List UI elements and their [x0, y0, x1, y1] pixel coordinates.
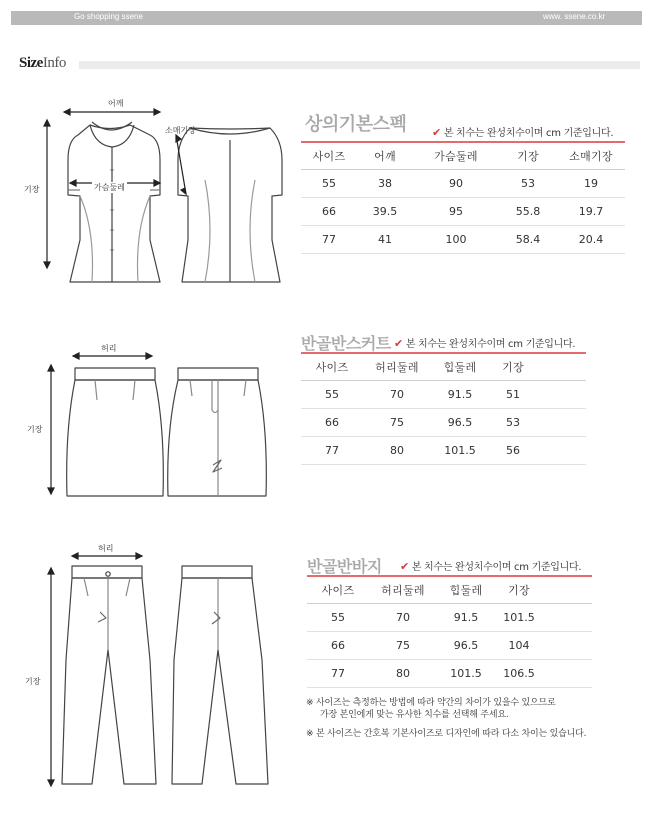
size-info-heading: SizeInfo	[19, 55, 66, 71]
pants-illustration	[40, 545, 280, 795]
table-row: 55 70 91.5 101.5	[307, 604, 592, 632]
sleeve-length-label: 소매기장	[165, 126, 196, 135]
top-size-table	[301, 141, 625, 254]
pants-size-table	[307, 575, 592, 688]
skirt-size-table	[301, 352, 586, 465]
shoulder-label: 어깨	[108, 99, 124, 108]
disclaimer-design: ※ 본 사이즈는 간호복 기본사이즈로 디자인에 따라 다소 차이는 있습니다.	[306, 729, 587, 739]
table-row: 55 70 91.5 51	[301, 381, 586, 409]
chest-label: 가슴둘레	[94, 183, 125, 192]
shop-slogan: Go shopping ssene	[74, 12, 143, 21]
table-header-row: 사이즈 허리둘레 힙둘레 기장	[307, 576, 592, 604]
table-row: 77 41 100 58.4 20.4	[301, 226, 625, 254]
skirt-section-title: 반골반스커트	[301, 334, 391, 353]
table-header-row: 사이즈 허리둘레 힙둘레 기장	[301, 353, 586, 381]
waist-label: 허리	[101, 344, 117, 353]
table-row: 55 38 90 53 19	[301, 170, 625, 198]
table-row: 66 39.5 95 55.8 19.7	[301, 198, 625, 226]
table-header-row: 사이즈 어깨 가슴둘레 기장 소매기장	[301, 142, 625, 170]
skirt-note: ✔ 본 치수는 완성치수이며 cm 기준입니다.	[394, 337, 576, 350]
table-row: 66 75 96.5 104	[307, 632, 592, 660]
table-row: 77 80 101.5 56	[301, 437, 586, 465]
check-icon: ✔	[400, 560, 409, 573]
top-section-title: 상의기본스펙	[305, 114, 407, 135]
waist-label: 허리	[98, 544, 114, 553]
check-icon: ✔	[394, 337, 403, 350]
table-row: 77 80 101.5 106.5	[307, 660, 592, 688]
length-label: 기장	[25, 677, 41, 686]
check-icon: ✔	[432, 126, 441, 139]
top-bar	[11, 11, 642, 25]
skirt-illustration	[40, 340, 280, 510]
length-label: 기장	[27, 425, 43, 434]
table-row: 66 75 96.5 53	[301, 409, 586, 437]
site-url: www. ssene.co.kr	[543, 12, 606, 21]
length-label: 기장	[24, 185, 40, 194]
pants-note: ✔ 본 치수는 완성치수이며 cm 기준입니다.	[400, 560, 582, 573]
heading-divider	[79, 61, 640, 69]
pants-section-title: 반골반바지	[307, 557, 382, 576]
top-note: ✔ 본 치수는 완성치수이며 cm 기준입니다.	[432, 126, 614, 139]
disclaimer-measurement: ※ 사이즈는 측정하는 방법에 따라 약간의 차이가 있을수 있으므로 가장 본인에게 맞는 유사한 치수를 선택해 주세요.	[306, 698, 556, 720]
